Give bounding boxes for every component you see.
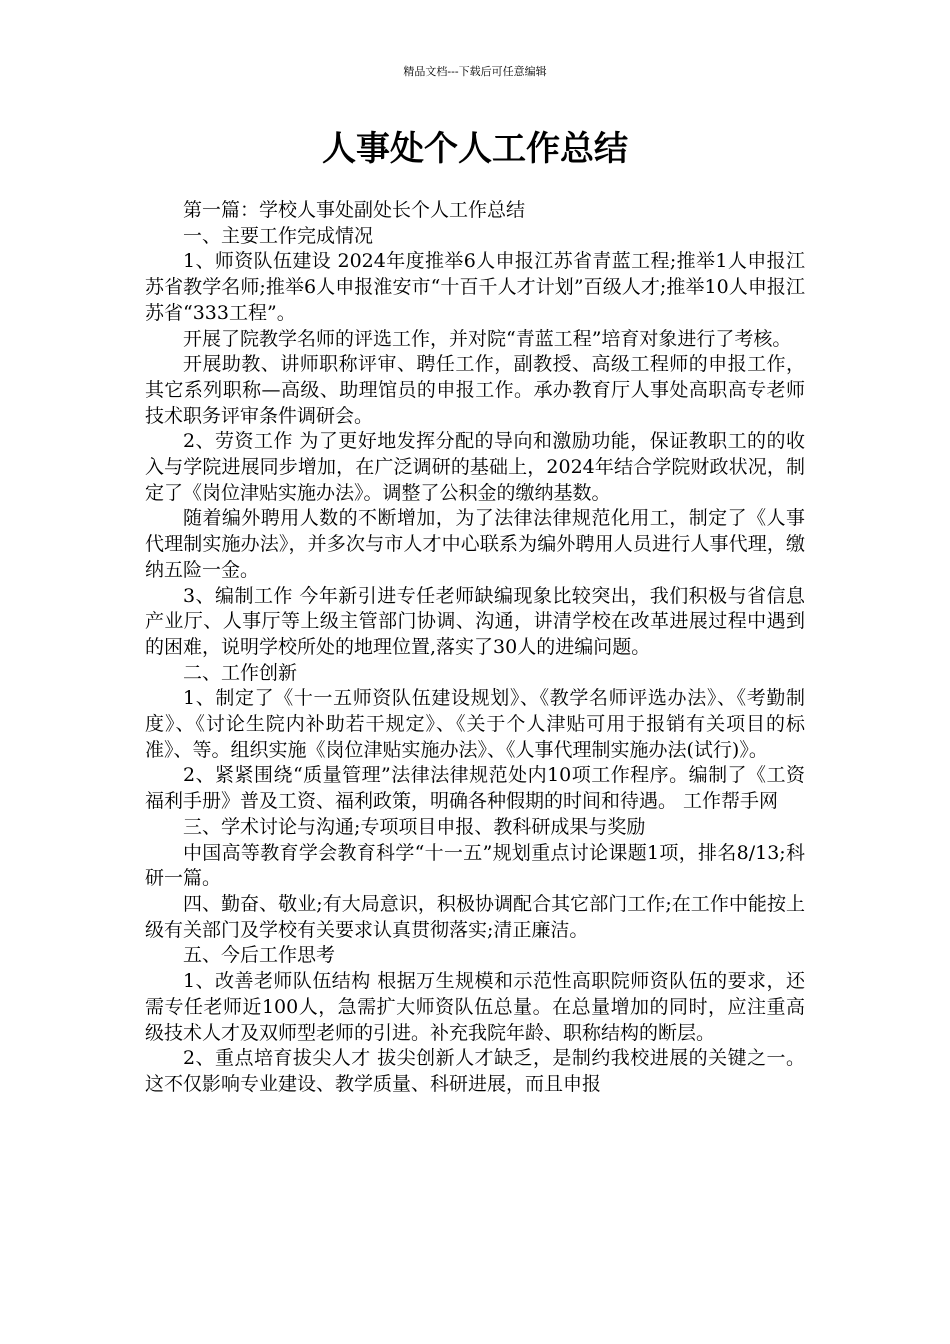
paragraph: 1、师资队伍建设 2024年度推举6人申报江苏省青蓝工程;推举1人申报江苏省教学名师;推举6人申报淮安市“十百千人才计划”百级人才;推举10人申报江苏省“333工程”。 xyxy=(145,250,805,324)
paragraph: 2、重点培育拔尖人才 拔尖创新人才缺乏，是制约我校进展的关键之一。这不仅影响专业建设、教学质量、科研进展，而且申报 xyxy=(145,1047,805,1095)
paragraph: 一、主要工作完成情况 xyxy=(183,224,374,247)
header-note: 精品文档---下载后可任意编辑 xyxy=(403,65,547,78)
paragraph: 开展助教、讲师职称评审、聘任工作，副教授、高级工程师的申报工作，其它系列职称—高级、助理馆员的申报工作。承办教育厅人事处高职高专老师技术职务评审条件调研会。 xyxy=(145,353,805,427)
paragraph: 开展了院教学名师的评选工作，并对院“青蓝工程”培育对象进行了考核。 xyxy=(183,327,792,350)
paragraph: 五、今后工作思考 xyxy=(183,944,336,967)
paragraph: 中国高等教育学会教育科学“十一五”规划重点讨论课题1项，排名8/13;科研一篇。 xyxy=(145,841,805,890)
paragraph: 二、工作创新 xyxy=(183,661,298,684)
paragraph: 1、改善老师队伍结构 根据万生规模和示范性高职院师资队伍的要求，还需专任老师近100人，急需扩大师资队伍总量。在总量增加的同时，应注重高级技术人才及双师型老师的引进。补充我院年龄、职称结构的断层。 xyxy=(145,970,805,1044)
paragraph: 第一篇：学校人事处副处长个人工作总结 xyxy=(183,199,526,221)
document-body xyxy=(145,198,805,1098)
paragraph: 2、紧紧围绕“质量管理”法律法律规范处内10项工作程序。编制了《工资福利手册》普及工资、福利政策，明确各种假期的时间和待遇。 工作帮手网 xyxy=(145,764,805,813)
paragraph: 随着编外聘用人数的不断增加，为了法律法律规范化用工，制定了《人事代理制实施办法》，并多次与市人才中心联系为编外聘用人员进行人事代理，缴纳五险一金。 xyxy=(145,507,805,581)
paragraph: 3、编制工作 今年新引进专任老师缺编现象比较突出，我们积极与省信息产业厅、人事厅等上级主管部门协调、沟通，讲清学校在改革进展过程中遇到的困难，说明学校所处的地理位置,落实了30人的进编问题。 xyxy=(145,584,805,658)
paragraph: 2、劳资工作 为了更好地发挥分配的导向和激励功能，保证教职工的的收入与学院进展同步增加，在广泛调研的基础上，2024年结合学院财政状况，制定了《岗位津贴实施办法》。调整了公积金的缴纳基数。 xyxy=(145,430,805,504)
paragraph: 三、学术讨论与沟通;专项项目申报、教科研成果与奖励 xyxy=(183,815,646,838)
paragraph: 四、勤奋、敬业;有大局意识，积极协调配合其它部门工作;在工作中能按上级有关部门及学校有关要求认真贯彻落实;清正廉洁。 xyxy=(145,892,805,941)
paragraph: 1、制定了《十一五师资队伍建设规划》、《教学名师评选办法》、《考勤制度》、《讨论生院内补助若干规定》、《关于个人津贴可用于报销有关项目的标准》、等。组织实施《岗位津贴实施办法》、《人事代理制实施办法(试行)》。 xyxy=(145,687,805,761)
document-title: 人事处个人工作总结 xyxy=(322,129,628,169)
